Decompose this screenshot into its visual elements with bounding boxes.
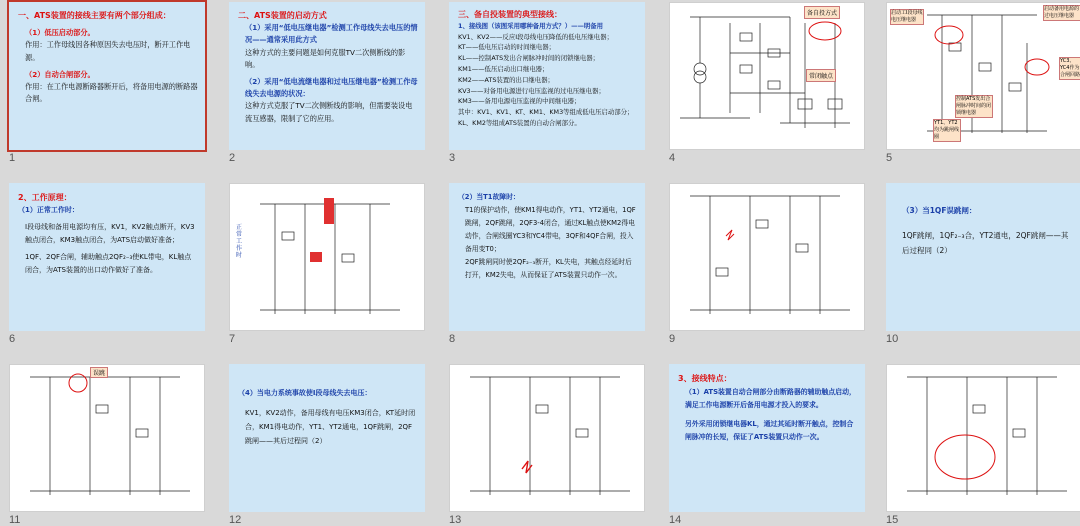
- circuit-diagram: [887, 3, 1080, 150]
- slide-text: [238, 386, 418, 448]
- callout-note: 启动工Ⅰ段母线电压继电器: [891, 10, 923, 23]
- slide-heading: 2、工作原理：: [18, 193, 72, 202]
- circuit-diagram: [10, 365, 205, 512]
- slide-text: [18, 10, 198, 105]
- slide-body: KM2——ATS装置的出口继电器；: [458, 75, 554, 84]
- slide-number: 1: [9, 152, 16, 164]
- slide-body: T1的保护动作，使KM1得电动作，YT1、YT2通电，1QF跳闸，2QF跳闸，2QF3-4闭合，通过KL触点使KM2得电动作，合闸线圈YC3和YC4带电，3QF和4QF合闸，投入备用变T0；: [465, 206, 636, 253]
- slide-text: [18, 191, 198, 277]
- slide-number: 7: [229, 333, 236, 345]
- slide-body: 1QF跳闸，1QF₂₋₃合，YT2通电，2QF跳闸——其后过程同（2）: [902, 231, 1069, 255]
- circuit-diagram: [450, 365, 645, 512]
- slide-number: 4: [669, 152, 676, 164]
- slide-subheading: （4）当电力系统事故使Ⅰ段母线失去电压：: [238, 389, 372, 397]
- slide-subheading: （1）正常工作时：: [18, 206, 79, 214]
- slide-body: 这种方式克服了TV二次侧断线的影响，但需要装设电流互感器，限制了它的应用。: [245, 101, 413, 123]
- slide-thumbnail-11[interactable]: [9, 364, 205, 512]
- callout-note: 正常工作时: [236, 224, 243, 259]
- slide-subheading: （3）当1QF误跳闸：: [902, 206, 977, 215]
- slide-body: KV1、KV2——反应Ⅰ段母线电压降低的低电压继电器；: [458, 32, 613, 41]
- slide-body: KM3——备用电源电压监视的中间继电器；: [458, 97, 581, 106]
- slide-body: Ⅰ段母线和备用电源均有压，KV1，KV2触点断开，KV3触点闭合，KM3触点闭合，为ATS启动做好准备；: [25, 223, 195, 244]
- slide-number: 2: [229, 152, 236, 164]
- callout-note: YC3、YC4作为合闸回路: [1059, 57, 1080, 80]
- slide-number: 9: [669, 333, 676, 345]
- slide-thumbnail-8[interactable]: [449, 183, 645, 331]
- slide-body: 1QF、2QF合闸，辅助触点2QF₂₋₃使KL带电，KL触点闭合，为ATS装置的出口动作做好了准备。: [25, 253, 192, 274]
- slide-number: 6: [9, 333, 16, 345]
- slide-body: KM1——低压启动出口继电器；: [458, 64, 549, 73]
- slide-heading: 3、接线特点：: [678, 374, 732, 383]
- callout-note: 启动备用电源的过电压继电器: [1044, 6, 1080, 19]
- slide-subheading: （2）当T1故障时：: [458, 193, 520, 201]
- slide-number: 8: [449, 333, 456, 345]
- slide-body: KV1，KV2动作，备用母线有电压KM3闭合，KT延时闭合，KM1得电动作，YT1、YT2通电，1QF跳闸，2QF跳闸——其后过程同（2）: [245, 409, 416, 445]
- slide-text: [458, 10, 638, 129]
- slide-subheading: （2）自动合闸部分。: [25, 69, 95, 79]
- slide-body: KL——控制ATS发出合闸脉冲时间的闭锁继电器；: [458, 54, 600, 63]
- slide-number: 5: [886, 152, 893, 164]
- slide-thumbnail-9[interactable]: [669, 183, 865, 331]
- slide-thumbnail-5[interactable]: [886, 2, 1080, 150]
- slide-body: 作用：在工作电源断路器断开后，将备用电源的断路器合闸。: [25, 82, 198, 104]
- slide-thumbnail-12[interactable]: [229, 364, 425, 512]
- slide-body: 其中：KV1、KV1、KT、KM1、KM3等组成低电压启动部分；KL、KM2等组成ATS装置的自动合闸部分。: [458, 108, 634, 127]
- slide-heading: 二、ATS装置的启动方式: [238, 11, 327, 20]
- slide-thumbnail-14[interactable]: [669, 364, 865, 512]
- slide-subheading: 1、接线图（该图采用哪种备用方式？）——明备用: [458, 21, 604, 30]
- callout-note: 控制ATS发出合闸脉冲时间的闭锁继电器: [956, 96, 992, 116]
- callout-note: 备自投方式: [804, 6, 840, 19]
- slide-subheading: （2）采用“低电流继电器和过电压继电器”检测工作母线失去电源的状况：: [245, 77, 418, 99]
- slide-thumbnail-1[interactable]: [9, 2, 205, 150]
- slide-thumbnail-2[interactable]: [229, 2, 425, 150]
- slide-body: 这种方式的主要问题是如何克服TV二次侧断线的影响。: [245, 47, 406, 69]
- slide-thumbnail-13[interactable]: [449, 364, 645, 512]
- slide-thumbnail-15[interactable]: [886, 364, 1080, 512]
- slide-body: KT——低电压启动的时间继电器；: [458, 43, 556, 52]
- slide-thumbnail-10[interactable]: [886, 183, 1080, 331]
- slide-body: KV3——对备用电源进行电压监视的过电压继电器；: [458, 86, 605, 95]
- callout-note: YT1、YT2均为跳闸线圈: [934, 120, 960, 140]
- slide-text: [678, 372, 858, 445]
- slide-subheading: （1）采用“低电压继电器”检测工作母线失去电压的情况——通常采用此方式: [245, 23, 418, 45]
- slide-number: 15: [886, 514, 899, 526]
- slide-number: 3: [449, 152, 456, 164]
- slide-number: 14: [669, 514, 682, 526]
- slide-subheading: （1）低压启动部分。: [25, 28, 95, 38]
- circuit-diagram: [670, 184, 865, 331]
- slide-number: 13: [449, 514, 462, 526]
- slide-number: 12: [229, 514, 242, 526]
- slide-thumbnail-7[interactable]: [229, 183, 425, 331]
- slide-thumbnail-6[interactable]: [9, 183, 205, 331]
- slide-thumbnail-4[interactable]: [669, 2, 865, 150]
- slide-heading: 一、ATS装置的接线主要有两个部分组成：: [18, 11, 171, 20]
- callout-note: 误跳: [90, 367, 108, 378]
- slide-number: 10: [886, 333, 899, 345]
- circuit-diagram: [230, 184, 425, 331]
- slide-heading: 三、备自投装置的典型接线：: [458, 10, 562, 19]
- slide-text: [458, 191, 638, 282]
- slide-text: [238, 10, 418, 125]
- slide-text: [895, 203, 1075, 258]
- slide-body: 2QF跳闸同时使2QF₂₋₃断开，KL失电，其触点经延时后打开，KM2失电，从而保证了ATS装置只动作一次。: [465, 258, 632, 279]
- slide-body: 另外采用闭锁继电器KL，通过其延时断开触点，控制合闸脉冲的长短，保证了ATS装置只动作一次。: [685, 419, 854, 441]
- slide-number: 11: [9, 514, 21, 526]
- slide-body: （1）ATS装置自动合闸部分由断路器的辅助触点启动，满足工作电源断开后备用电源才投入的要求。: [685, 387, 856, 409]
- slide-body: 作用：工作母线因各种原因失去电压时，断开工作电源。: [25, 40, 191, 62]
- callout-note: 常闭触点: [806, 69, 836, 82]
- slide-thumbnail-3[interactable]: [449, 2, 645, 150]
- circuit-diagram: [887, 365, 1080, 512]
